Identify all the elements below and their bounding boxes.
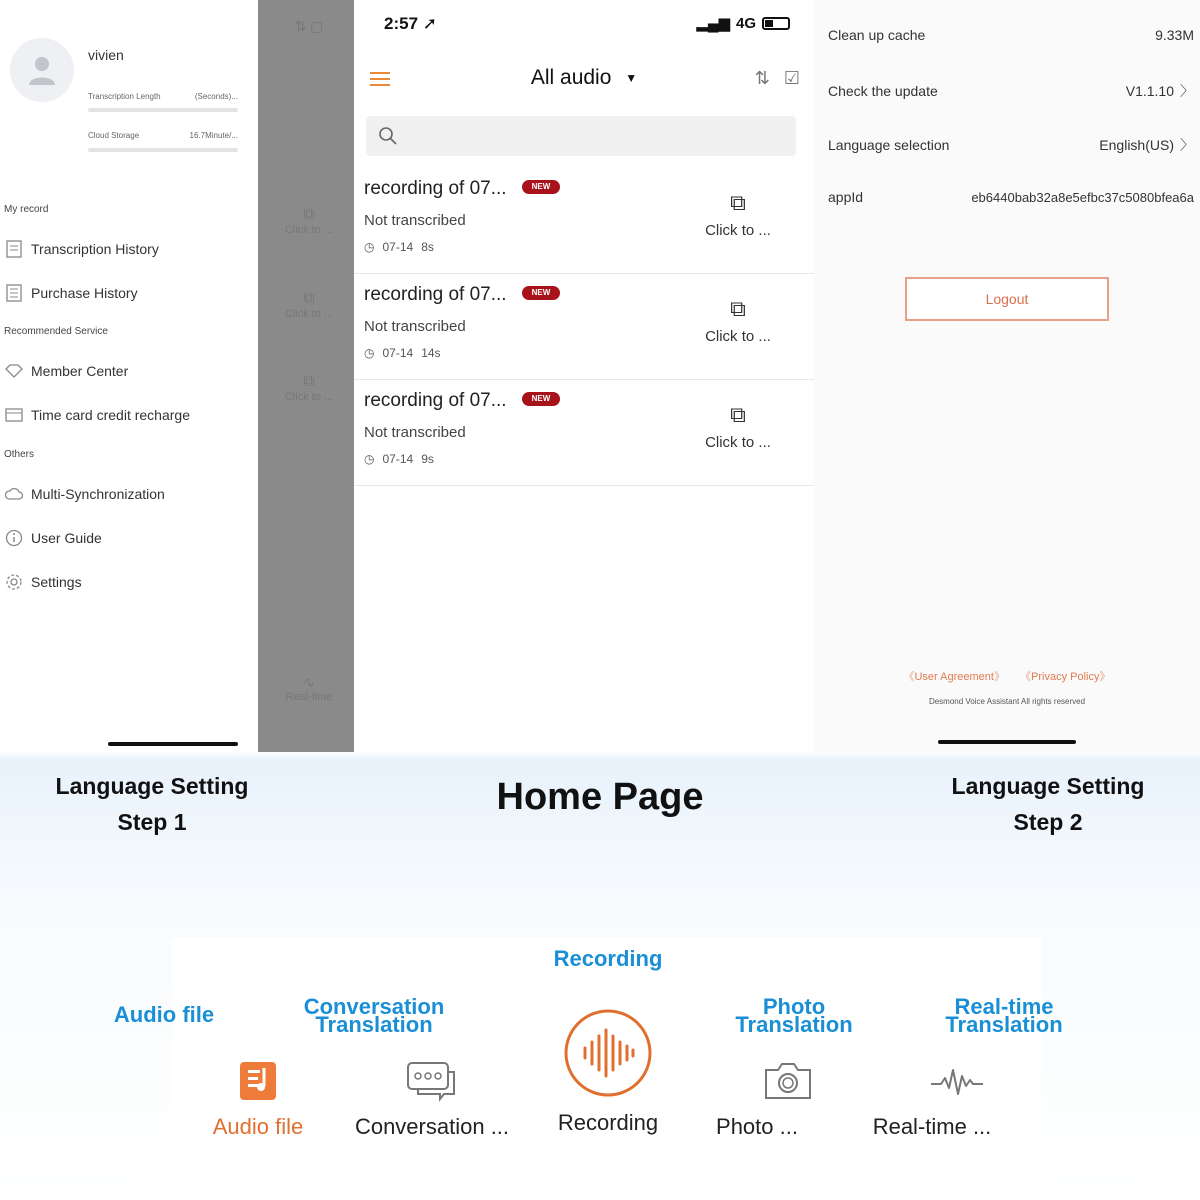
- menu-label: Transcription History: [31, 241, 159, 257]
- music-file-icon: [198, 1060, 318, 1102]
- transcribe-label: Click to ...: [705, 434, 771, 451]
- clock: 2:57: [384, 14, 419, 33]
- clock-icon: ◷: [364, 452, 375, 466]
- recording-meta: [364, 452, 434, 466]
- caption-center: Home Page: [496, 776, 704, 818]
- caption-line: Language Setting: [55, 773, 249, 799]
- settings-screen: [814, 0, 1200, 752]
- nav-actions: [755, 68, 800, 89]
- copyright: Desmond Voice Assistant All rights reserved: [928, 697, 1086, 706]
- callout-line: Translation: [945, 1012, 1063, 1037]
- recording-title: recording of 07...: [364, 178, 507, 199]
- chevron-right-icon: 〉: [1180, 83, 1194, 99]
- setting-value: 9.33M: [1155, 27, 1194, 43]
- chevron-down-icon: ▼: [625, 71, 638, 86]
- page-title: All audio: [530, 66, 612, 89]
- stat-bar: [88, 108, 238, 112]
- chevron-right-icon: 〉: [1180, 137, 1194, 153]
- section-title: Others: [4, 449, 35, 460]
- setting-appid: [828, 189, 1194, 205]
- tab-audio-file[interactable]: [198, 1060, 318, 1140]
- search-input[interactable]: [366, 116, 796, 156]
- user-icon: [25, 53, 59, 87]
- tab-label: Real-time ...: [872, 1114, 992, 1139]
- menu-label: Time card credit recharge: [31, 407, 190, 423]
- stat-bar: [88, 148, 238, 152]
- side-menu: [0, 0, 258, 752]
- select-icon[interactable]: ☑: [783, 68, 800, 88]
- section-title: Recommended Service: [4, 326, 108, 337]
- menu-item-settings[interactable]: [4, 573, 82, 591]
- overlay-item: [274, 206, 344, 236]
- legal-links: [814, 668, 1200, 684]
- callout-conversation: [284, 994, 464, 1037]
- home-indicator: [108, 742, 238, 746]
- user-name: vivien: [88, 47, 124, 63]
- recording-title: recording of 07...: [364, 284, 507, 305]
- menu-item-user-guide[interactable]: [4, 529, 102, 547]
- avatar[interactable]: [10, 38, 74, 102]
- recording-title: recording of 07...: [364, 390, 507, 411]
- transcribe-button[interactable]: [698, 296, 778, 345]
- callout-audio-file: Audio file: [113, 1002, 215, 1027]
- overlay-label: Click to ...: [284, 224, 334, 236]
- recording-date: 07-14: [382, 346, 414, 360]
- callout-line: Real-time: [954, 994, 1054, 1019]
- info-icon: [4, 529, 24, 547]
- transcribe-button[interactable]: [698, 190, 778, 239]
- callout-line: Translation: [315, 1012, 433, 1037]
- section-title: My record: [4, 204, 49, 215]
- caption-right: [936, 768, 1160, 840]
- setting-label: appId: [828, 189, 864, 205]
- tab-label: Photo ...: [716, 1114, 798, 1139]
- stat-label: Transcription Length: [88, 92, 161, 101]
- transcription-status: Not transcribed: [364, 318, 466, 335]
- status-icons: [696, 14, 790, 32]
- setting-clean-cache[interactable]: [828, 27, 1194, 43]
- recording-date: 07-14: [382, 240, 414, 254]
- callout-line: Photo: [762, 994, 826, 1019]
- privacy-policy-link[interactable]: 《Privacy Policy》: [1020, 671, 1111, 683]
- caption-line: Step 2: [1013, 809, 1083, 835]
- tab-conversation[interactable]: [332, 1060, 532, 1140]
- logout-button[interactable]: Logout: [905, 277, 1109, 321]
- transcription-status: Not transcribed: [364, 424, 466, 441]
- user-agreement-link[interactable]: 《User Agreement》: [903, 671, 1005, 683]
- menu-label: Settings: [31, 574, 82, 590]
- recording-duration: 8s: [421, 240, 434, 254]
- menu-item-multi-sync[interactable]: [4, 485, 165, 503]
- dim-overlay[interactable]: [258, 0, 354, 752]
- clock-icon: ◷: [364, 240, 375, 254]
- transcription-status: Not transcribed: [364, 212, 466, 229]
- home-screen: [354, 0, 814, 752]
- diamond-icon: [4, 362, 24, 380]
- setting-check-update[interactable]: [828, 81, 1194, 101]
- menu-label: Multi-Synchronization: [31, 486, 165, 502]
- soundwave-icon: [538, 1008, 678, 1098]
- transcribe-icon: ⧉: [303, 373, 315, 390]
- home-indicator: [938, 740, 1076, 744]
- overlay-label: Click to ...: [284, 391, 334, 403]
- list-item[interactable]: [354, 168, 814, 274]
- tab-label: Conversation ...: [354, 1114, 510, 1139]
- clock-icon: ◷: [364, 346, 375, 360]
- setting-label: Language selection: [828, 137, 950, 153]
- status-time: [384, 14, 437, 34]
- tab-realtime[interactable]: [862, 1060, 1002, 1140]
- battery-icon: [762, 17, 790, 30]
- transcribe-icon: ⧉: [303, 206, 315, 223]
- menu-item-time-card[interactable]: [4, 406, 190, 424]
- caption-line: Language Setting: [951, 773, 1145, 799]
- transcribe-icon: ⧉: [303, 290, 315, 307]
- callout-line: Translation: [735, 1012, 853, 1037]
- overlay-item: [274, 674, 344, 703]
- recording-meta: [364, 240, 434, 254]
- overlay-item: [274, 373, 344, 403]
- tab-label: Audio file: [212, 1114, 304, 1139]
- callout-photo: [714, 994, 874, 1037]
- list-icon: [4, 284, 24, 302]
- stat-value: 16.7Minute/...: [189, 131, 238, 140]
- menu-item-purchase-history[interactable]: [4, 284, 138, 302]
- card-icon: [4, 406, 24, 424]
- search-icon: [378, 126, 398, 146]
- callout-realtime: [928, 994, 1080, 1037]
- transcribe-label: Click to ...: [705, 222, 771, 239]
- menu-item-member-center[interactable]: [4, 362, 128, 380]
- setting-value: English(US): [1099, 137, 1174, 153]
- chat-icon: [332, 1060, 532, 1102]
- menu-label: User Guide: [31, 530, 102, 546]
- setting-label: Clean up cache: [828, 27, 926, 43]
- setting-language[interactable]: [828, 135, 1194, 155]
- recording-duration: 14s: [421, 346, 441, 360]
- callout-recording: Recording: [553, 946, 663, 971]
- overlay-label: Real-time: [285, 691, 333, 703]
- recording-meta: [364, 346, 441, 360]
- tab-recording[interactable]: [538, 1008, 678, 1136]
- list-item[interactable]: [354, 380, 814, 486]
- location-arrow-icon: ➚: [422, 14, 438, 33]
- stat-storage: [88, 131, 238, 140]
- cloud-icon: [4, 485, 24, 503]
- signal-icon: ▂▄▆: [696, 15, 730, 32]
- sort-icon[interactable]: ⇅: [754, 68, 770, 88]
- setting-value: V1.1.10: [1125, 83, 1174, 99]
- menu-item-transcription-history[interactable]: [4, 240, 159, 258]
- recording-duration: 9s: [421, 452, 434, 466]
- stat-transcription: [88, 92, 238, 101]
- stat-value: (Seconds)...: [194, 92, 238, 101]
- recording-date: 07-14: [382, 452, 414, 466]
- camera-icon: [754, 1060, 822, 1102]
- audio-filter-dropdown[interactable]: [354, 66, 814, 90]
- transcribe-label: Click to ...: [705, 328, 771, 345]
- overlay-item: [274, 290, 344, 320]
- network-type: 4G: [735, 14, 756, 32]
- bottom-tab-bar: [113, 938, 1063, 1200]
- transcribe-icon: ⧉: [730, 402, 746, 427]
- setting-value: eb6440bab32a8e5efbc37c5080bfea6a: [971, 189, 1194, 205]
- tab-label: Recording: [557, 1110, 659, 1135]
- list-item[interactable]: [354, 274, 814, 380]
- sort-icon: ⇅ ▢: [294, 18, 324, 34]
- menu-label: Purchase History: [31, 285, 138, 301]
- tab-photo[interactable]: [692, 1060, 822, 1140]
- transcribe-button[interactable]: [698, 402, 778, 451]
- document-icon: [4, 240, 24, 258]
- setting-label: Check the update: [828, 83, 938, 99]
- waveform-icon: [912, 1060, 1002, 1102]
- transcribe-icon: ⧉: [730, 296, 746, 321]
- stat-label: Cloud Storage: [88, 131, 140, 140]
- new-badge: NEW: [522, 392, 560, 406]
- callout-line: Conversation: [303, 994, 445, 1019]
- gear-icon: [4, 573, 24, 591]
- new-badge: NEW: [522, 286, 560, 300]
- overlay-label: Click to ...: [284, 308, 334, 320]
- transcribe-icon: ⧉: [730, 190, 746, 215]
- caption-left: [40, 768, 264, 840]
- wave-icon: ∿: [303, 674, 315, 690]
- caption-line: Step 1: [117, 809, 187, 835]
- new-badge: NEW: [522, 180, 560, 194]
- menu-label: Member Center: [31, 363, 129, 379]
